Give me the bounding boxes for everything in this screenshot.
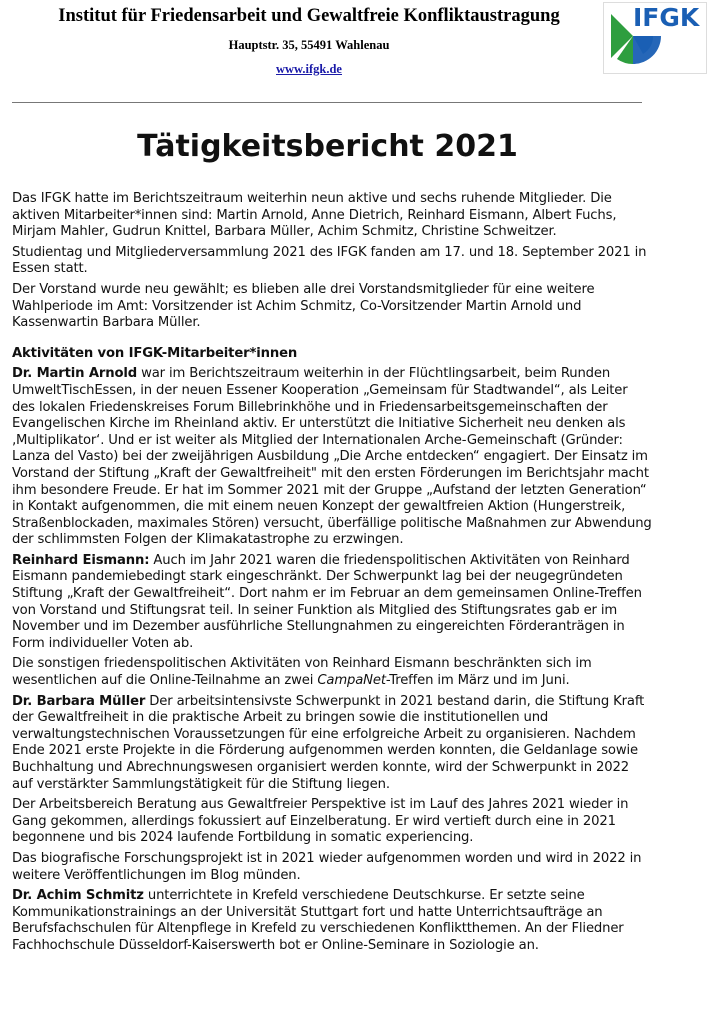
paragraph-mueller <box>12 694 652 794</box>
paragraph-eismann-2: Die sonstigen friedenspolitischen Aktivitäten von Reinhard Eismann beschränkten sich im wesentlichen auf die Online-Teilnahme an zwei CampaNet-Treffen im März und im Juni. <box>12 656 592 689</box>
person-name-eismann: Reinhard Eismann: <box>12 552 150 568</box>
paragraph-schmitz <box>12 888 652 954</box>
logo-wordmark: IFGK <box>633 3 700 32</box>
paragraph-mueller-3: Das biografische Forschungsprojekt ist in 2021 wieder aufgenommen worden und wird in 2022 in weitere Veröffentlichungen im Blog münden. <box>12 850 642 883</box>
campanet-term: CampaNet <box>317 673 386 689</box>
person-name-arnold: Dr. Martin Arnold <box>12 366 138 382</box>
header-divider <box>12 102 642 103</box>
text-mueller: Der arbeitsintensivste Schwerpunkt in 2021 bestand darin, die Stiftung Kraft der Gewaltfreiheit in die praktische Arbeit zu bringen sowie die institutionellen und verwaltungstechnischen Voraussetzungen für eine erfolgreiche Arbeit zu organisieren. Nachdem Ende 2021 erste Projekte in die Förderung aufgenommen werden konnten, die Geldanlage sowie Buchhaltung und Abrechnungswesen organisiert werden konnte, wird der Schwerpunkt in 2022 auf verstärkter Sammlungstätigkeit für die Stiftung liegen. <box>12 693 645 792</box>
organization-address: Hauptstr. 35, 55491 Wahlenau <box>228 38 390 52</box>
intro-members: Das IFGK hatte im Berichtszeitraum weiterhin neun aktive und sechs ruhende Mitglieder. Die aktiven Mitarbeiter*innen sind: Martin Arnold, Anne Dietrich, Reinhard Eismann, Albert Fuchs, Mirjam Mahler, Gudrun Knittel, Barbara Müller, Achim Schmitz, Christine Schweitzer. <box>12 191 617 240</box>
text-eismann: Auch im Jahr 2021 waren die friedenspolitischen Aktivitäten von Reinhard Eismann pandemiebedingt stark eingeschränkt. Der Schwerpunkt lag bei der neugegründeten Stiftung „Kraft der Gewaltfreiheit“. Dort nahm er im Februar an dem gemeinsamen Online-Treffen von Vorstand und Stiftungsrat teil. In seiner Funktion als Mitglied des Stiftungsrates gab er im November und im Dezember ausführliche Stellungnahmen zu eingereichten Förderanträgen in Form individueller Voten ab. <box>12 552 642 651</box>
text-arnold: war im Berichtszeitraum weiterhin in der Flüchtlingsarbeit, beim Runden UmweltTischEssen, in der neuen Essener Kooperation „Gemeinsam für Stadtwandel“, als Leiter des lokalen Friedenskreises Forum Billebrinkhöhe und in Friedensarbeitsgemeinschaften der Evangelischen Kirche im Rheinland aktiv. Er unterstützt die Initiative Sicherheit neu denken als ‚Multiplikator‘. Und er ist weiter als Mitglied der Internationalen Arche-Gemeinschaft (Gründer: Lanza del Vasto) bei der zweijährigen Ausbildung „Die Arche entdecken“ engagiert. Der Einsatz im Vorstand der Stiftung „Kraft der Gewaltfreiheit" mit den ersten Förderungen im Berichtsjahr macht ihm besondere Freude. Er hat im Sommer 2021 mit der Gruppe „Aufstand der letzten Generation“ in Kontakt aufgenommen, die mit einem neuen Konzept der gewaltfreien Aktion (Hungerstreik, Straßenblockaden, maximales Stören) versucht, überfällige politische Maßnahmen zur Abwendung der schlimmsten Folgen der Klimakatastrophe zu erzwingen. <box>12 366 652 548</box>
person-name-mueller: Dr. Barbara Müller <box>12 693 146 709</box>
organization-website <box>14 62 604 77</box>
organization-name: Institut für Friedensarbeit und Gewaltfreie Konfliktaustragung <box>58 6 560 26</box>
paragraph-mueller-2: Der Arbeitsbereich Beratung aus Gewaltfreier Perspektive ist im Lauf des Jahres 2021 wieder in Gang gekommen, allerdings fokussiert auf Einzelberatung. Er wird vertieft durch eine in 2021 begonnene und bis 2024 laufende Fortbildung in somatic experiencing. <box>12 797 629 846</box>
report-body <box>12 191 652 959</box>
section-heading: Aktivitäten von IFGK-Mitarbeiter*innen <box>12 345 298 361</box>
intro-meeting: Studientag und Mitgliederversammlung 2021 des IFGK fanden am 17. und 18. September 2021 in Essen statt. <box>12 244 647 277</box>
website-link[interactable]: www.ifgk.de <box>276 62 342 76</box>
ifgk-logo <box>603 2 707 74</box>
text-schmitz: unterrichtete in Krefeld verschiedene Deutschkurse. Er setzte seine Kommunikationstrainings an der Universität Stuttgart fort und hatte Unterrichtsaufträge an Berufsfachschulen für Altenpflege in Krefeld zu verschiedenen Konfliktthemen. An der Fliedner Fachhochschule Düsseldorf-Kaiserswerth bot er Online-Seminare in Soziologie an. <box>12 888 624 953</box>
intro-board: Der Vorstand wurde neu gewählt; es blieben alle drei Vorstandsmitglieder für eine weitere Wahlperiode im Amt: Vorsitzender ist Achim Schmitz, Co-Vorsitzender Martin Arnold und Kassenwartin Barbara Müller. <box>12 281 595 331</box>
paragraph-eismann <box>12 553 652 653</box>
page-title: Tätigkeitsbericht 2021 <box>137 129 518 164</box>
paragraph-arnold <box>12 366 652 549</box>
person-name-schmitz: Dr. Achim Schmitz <box>12 888 144 904</box>
